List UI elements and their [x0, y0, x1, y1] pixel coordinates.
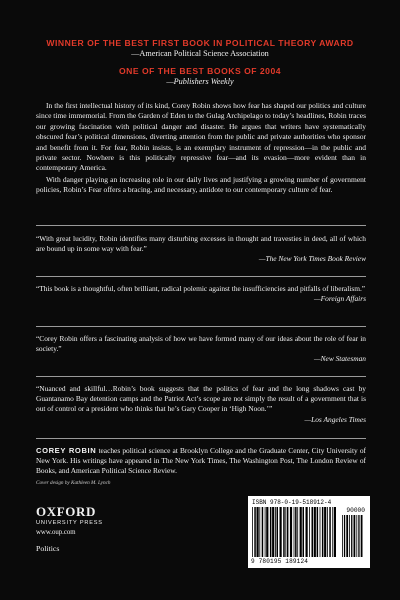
barcode [248, 496, 370, 568]
author-name: COREY ROBIN [36, 446, 97, 455]
divider [36, 438, 366, 439]
award-block-1 [0, 38, 400, 58]
author-bio [36, 446, 366, 477]
quote-text: “Nuanced and skillful…Robin’s book suggests that the politics of fear and the long shadows cast by Guantanamo Bay detention camps and the Patriot Act’s scope are not simply the result of a government that is out of control or a president who thinks that he’s Gary Cooper in ‘High Noon.’” [36, 384, 366, 414]
cover-credit: Cover design by Kathleen M. Lynch [36, 480, 111, 486]
quote-text: “With great lucidity, Robin identifies many disturbing excesses in thought and travesties in deed, all of which are bound up in some way with fear.” [36, 234, 366, 254]
publisher-logo: OXFORD [36, 504, 96, 519]
review-quote [36, 334, 366, 365]
review-quote [36, 234, 366, 265]
quote-source: —Foreign Affairs [314, 294, 366, 304]
award-title: ONE OF THE BEST BOOKS OF 2004 [118, 66, 282, 76]
quote-source: —The New York Times Book Review [258, 254, 366, 264]
award-title: WINNER OF THE BEST FIRST BOOK IN POLITICAL THEORY AWARD [46, 38, 354, 48]
quote-source: —Los Angeles Times [304, 414, 366, 424]
ean-digits: 9 780195 189124 [251, 558, 309, 565]
publisher-subtitle: UNIVERSITY PRESS [36, 520, 103, 526]
book-description [36, 101, 366, 196]
review-quote [36, 384, 366, 425]
divider [36, 376, 366, 377]
publisher-block [36, 504, 103, 553]
isbn-text: ISBN 978-0-19-518912-4 [252, 499, 332, 506]
barcode-bars [252, 507, 364, 557]
divider [36, 326, 366, 327]
description-paragraph: In the first intellectual history of its kind, Corey Robin shows how fear has shaped our politics and culture since time immemorial. From the Garden of Eden to the Gulag Archipelago to today’s headlines, Robin traces our growing fascination with political danger and disaster. He argues that writers have systematically obscured fear’s political dimensions, diverting attention from the public and private authorities who sponsor and benefit from it. For fear, Robin insists, is an exemplary instrument of repression—in the public and private sector. Nowhere is this politically repressive fear—and its evasion—more evident than in contemporary America. [36, 101, 366, 173]
quote-text: “Corey Robin offers a fascinating analysis of how we have formed many of our ideas about the role of fear in society.” [36, 334, 366, 354]
review-quote [36, 284, 366, 304]
author-bio-text: teaches political science at Brooklyn College and the Graduate Center, City University of New York. His writings have appeared in The New York Times, The Washington Post, The London Review of Books, and American Political Science Review. [36, 446, 366, 476]
award-source: —American Political Science Association [131, 49, 269, 58]
publisher-url: www.oup.com [36, 529, 76, 536]
quote-source: —New Statesman [314, 354, 366, 364]
award-source: —Publishers Weekly [166, 77, 234, 86]
quote-text: “This book is a thoughtful, often brilliant, radical polemic against the insufficiencies and pitfalls of liberalism.” [36, 284, 366, 293]
book-category: Politics [36, 544, 60, 553]
description-paragraph: With danger playing an increasing role in our daily lives and justifying a growing number of government policies, Robin’s Fear offers a bracing, and necessary, antidote to our contemporary culture of fear. [36, 174, 366, 195]
price-code: 90000 [346, 507, 365, 514]
divider [36, 276, 366, 277]
divider [36, 225, 366, 226]
award-block-2 [0, 66, 400, 86]
